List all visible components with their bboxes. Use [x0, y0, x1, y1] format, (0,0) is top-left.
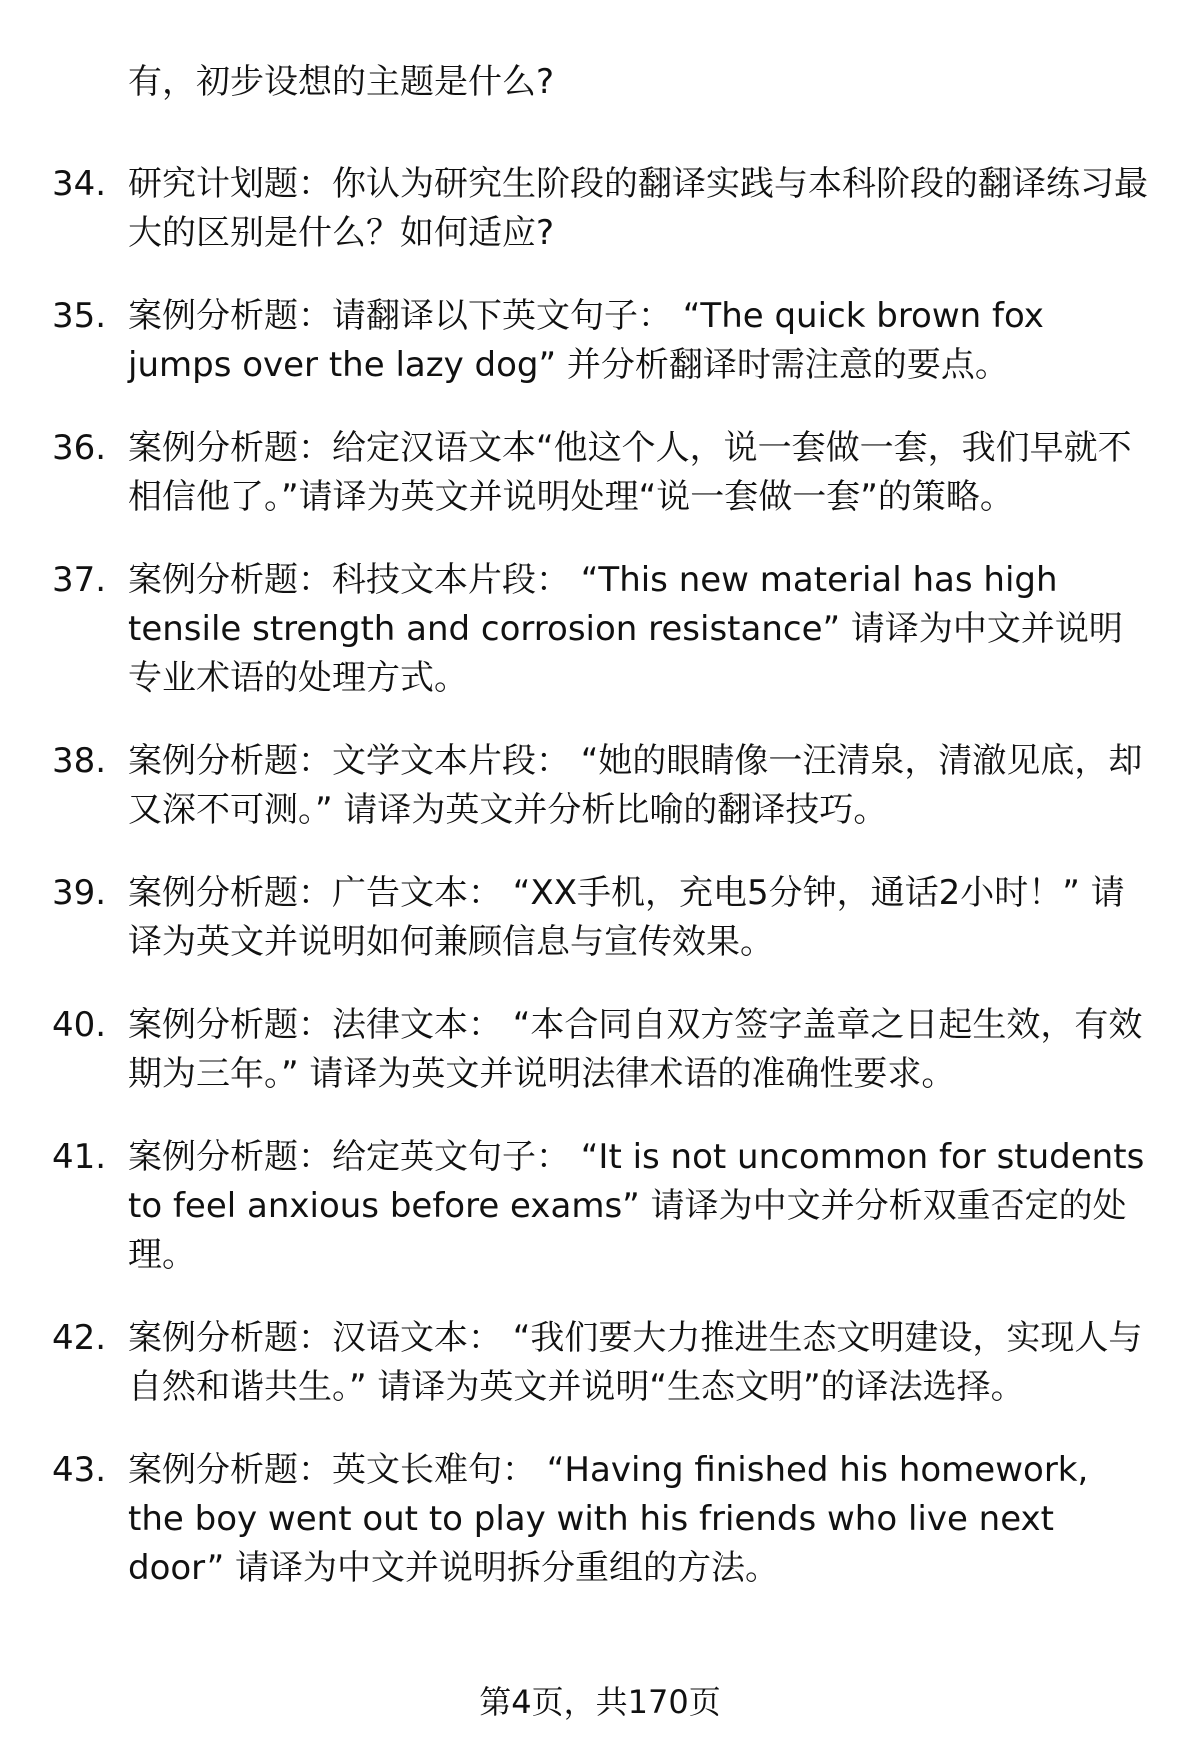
question-item	[52, 556, 1152, 703]
question-number: 37.	[52, 560, 107, 600]
question-item	[52, 869, 1152, 967]
question-text: 案例分析题：给定汉语文本“他这个人，说一套做一套，我们早就不相信他了。”请译为英文并说明处理“说一套做一套”的策略。	[128, 428, 1132, 517]
question-item	[52, 160, 1152, 258]
question-list	[52, 160, 1152, 1627]
question-number: 34.	[52, 164, 107, 204]
question-text: 案例分析题：法律文本： “本合同自双方签字盖章之日起生效，有效期为三年。” 请译为英文并说明法律术语的准确性要求。	[128, 1005, 1143, 1094]
continued-question-text: 有，初步设想的主题是什么?	[128, 62, 555, 102]
question-item	[52, 292, 1152, 390]
question-text: 案例分析题：汉语文本： “我们要大力推进生态文明建设，实现人与自然和谐共生。” 请译为英文并说明“生态文明”的译法选择。	[128, 1318, 1143, 1407]
question-item	[52, 1314, 1152, 1412]
question-number: 40.	[52, 1005, 107, 1045]
question-number: 39.	[52, 873, 107, 913]
question-number: 43.	[52, 1450, 107, 1490]
question-number: 36.	[52, 428, 107, 468]
question-number: 35.	[52, 296, 107, 336]
question-item	[52, 1133, 1152, 1280]
question-text: 案例分析题：英文长难句： “Having finished his homework, the boy went out to play with his friends who live next door” 请译为中文并说明拆分重组的方法。	[128, 1450, 1089, 1588]
question-text: 案例分析题：广告文本： “XX手机，充电5分钟，通话2小时！” 请译为英文并说明如何兼顾信息与宣传效果。	[128, 873, 1125, 962]
question-text: 案例分析题：给定英文句子： “It is not uncommon for students to feel anxious before exams” 请译为中文并分析双重否定的处理。	[128, 1137, 1145, 1275]
question-number: 42.	[52, 1318, 107, 1358]
question-item	[52, 1001, 1152, 1099]
question-text: 研究计划题：你认为研究生阶段的翻译实践与本科阶段的翻译练习最大的区别是什么？如何适应?	[128, 164, 1148, 253]
question-item	[52, 424, 1152, 522]
page-footer: 第4页，共170页	[479, 1683, 721, 1721]
question-text: 案例分析题：请翻译以下英文句子： “The quick brown fox jumps over the lazy dog” 并分析翻译时需注意的要点。	[128, 296, 1044, 385]
question-number: 41.	[52, 1137, 107, 1177]
question-number: 38.	[52, 741, 107, 781]
question-item	[52, 1446, 1152, 1593]
question-text: 案例分析题：文学文本片段： “她的眼睛像一汪清泉，清澈见底，却又深不可测。” 请译为英文并分析比喻的翻译技巧。	[128, 741, 1143, 830]
question-item	[52, 737, 1152, 835]
question-text: 案例分析题：科技文本片段： “This new material has high tensile strength and corrosion resistance” 请译为中文并说明专业术语的处理方式。	[128, 560, 1123, 698]
